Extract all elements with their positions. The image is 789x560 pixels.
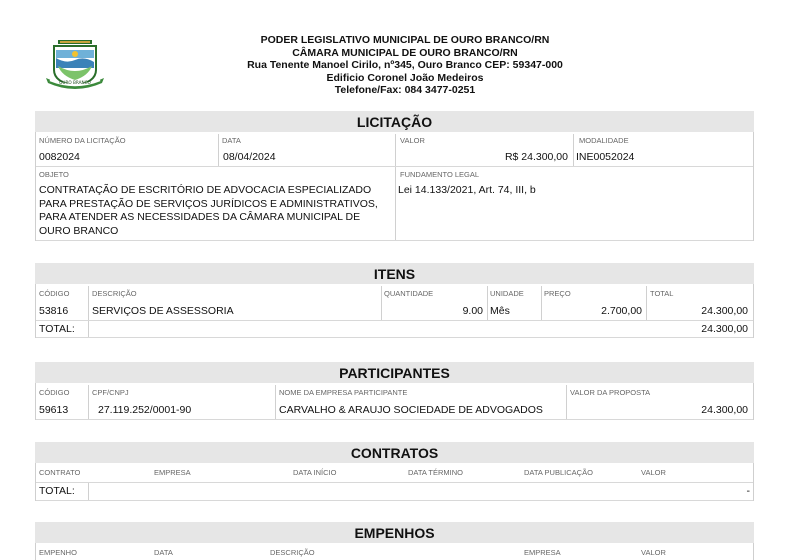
contratos-header-contrato: CONTRATO — [39, 468, 81, 477]
header-line-4: Edificio Coronel João Medeiros — [326, 71, 484, 84]
modalidade-label: MODALIDADE — [579, 136, 629, 145]
contratos-header-data-inicio: DATA INÍCIO — [293, 468, 337, 477]
participante-valor: 24.300,00 — [701, 404, 748, 416]
empenhos-header-descricao: DESCRIÇÃO — [270, 548, 315, 557]
itens-section — [35, 263, 754, 338]
itens-header-quantidade: QUANTIDADE — [384, 289, 434, 298]
objeto-label: OBJETO — [39, 170, 69, 179]
item-descricao: SERVIÇOS DE ASSESSORIA — [92, 305, 234, 317]
itens-title: ITENS — [35, 263, 754, 284]
municipal-coat-of-arms-logo — [40, 36, 110, 94]
contratos-section — [35, 442, 754, 501]
contratos-title: CONTRATOS — [35, 442, 754, 463]
fundamento-legal-value: Lei 14.133/2021, Art. 74, III, b — [398, 184, 536, 196]
participante-cnpj: 27.119.252/0001-90 — [98, 404, 192, 416]
itens-total-value: 24.300,00 — [701, 323, 748, 335]
objeto-line: PARA PRESTAÇÃO DE SERVIÇOS JURÍDICOS E ADMINISTRATIVOS, — [39, 197, 378, 210]
empenhos-section — [35, 522, 754, 560]
empenhos-header-data: DATA — [154, 548, 173, 557]
participante-nome: CARVALHO & ARAUJO SOCIEDADE DE ADVOGADOS — [279, 404, 543, 416]
licitacao-title: LICITAÇÃO — [35, 111, 754, 132]
objeto-line: CONTRATAÇÃO DE ESCRITÓRIO DE ADVOCACIA ESPECIALIZADO — [39, 184, 372, 196]
contratos-header-data-publicacao: DATA PUBLICAÇÃO — [524, 468, 593, 477]
participantes-header-cnpj: CPF/CNPJ — [92, 388, 129, 397]
numero-licitacao-value: 0082024 — [39, 151, 80, 163]
licitacao-section — [35, 111, 754, 241]
itens-header-descricao: DESCRIÇÃO — [92, 289, 137, 298]
valor-value: R$ 24.300,00 — [504, 151, 568, 163]
data-label: DATA — [222, 136, 241, 145]
item-codigo: 53816 — [39, 305, 69, 317]
objeto-value — [39, 184, 378, 238]
header-line-3: Rua Tenente Manoel Cirilo, nº345, Ouro Branco CEP: 59347-000 — [247, 59, 563, 72]
numero-licitacao-label: NÚMERO DA LICITAÇÃO — [39, 136, 126, 145]
contratos-header-empresa: EMPRESA — [154, 468, 191, 477]
itens-header-total: TOTAL — [650, 289, 674, 298]
contratos-total-label: TOTAL: — [39, 485, 75, 497]
empenhos-title: EMPENHOS — [35, 522, 754, 543]
header-line-5: Telefone/Fax: 084 3477-0251 — [334, 84, 476, 97]
contratos-header-data-termino: DATA TÉRMINO — [408, 468, 464, 477]
item-quantidade: 9.00 — [462, 305, 483, 317]
objeto-line: OURO BRANCO — [39, 224, 119, 237]
itens-header-unidade: UNIDADE — [490, 289, 524, 298]
participantes-title: PARTICIPANTES — [35, 362, 754, 383]
contratos-total-value: - — [746, 485, 750, 497]
itens-total-label: TOTAL: — [39, 323, 75, 335]
header-line-2: CÂMARA MUNICIPAL DE OURO BRANCO/RN — [292, 46, 518, 59]
fundamento-legal-label: FUNDAMENTO LEGAL — [400, 170, 480, 179]
participantes-header-valor: VALOR DA PROPOSTA — [570, 388, 651, 397]
item-total: 24.300,00 — [701, 305, 748, 317]
header-line-1: PODER LEGISLATIVO MUNICIPAL DE OURO BRANCO/RN — [260, 34, 550, 46]
item-unidade: Mês — [490, 305, 510, 317]
itens-header-preco: PREÇO — [544, 289, 571, 298]
institution-header — [230, 34, 580, 97]
empenhos-header-valor: VALOR — [641, 548, 666, 557]
data-value: 08/04/2024 — [223, 151, 276, 163]
participantes-header-nome: NOME DA EMPRESA PARTICIPANTE — [279, 388, 408, 397]
empenhos-header-empresa: EMPRESA — [524, 548, 561, 557]
svg-text:OURO BRANCO: OURO BRANCO — [59, 80, 91, 85]
valor-label: VALOR — [400, 136, 425, 145]
participantes-header-codigo: CÓDIGO — [39, 388, 70, 397]
modalidade-value: INE0052024 — [576, 151, 635, 163]
item-preco: 2.700,00 — [601, 305, 642, 317]
empenhos-header-empenho: EMPENHO — [39, 548, 77, 557]
objeto-line: PARA ATENDER AS NECESSIDADES DA CÂMARA MUNICIPAL DE — [39, 211, 361, 223]
participante-codigo: 59613 — [39, 404, 69, 416]
itens-header-codigo: CÓDIGO — [39, 289, 70, 298]
contratos-header-valor: VALOR — [641, 468, 666, 477]
participantes-section — [35, 362, 754, 420]
